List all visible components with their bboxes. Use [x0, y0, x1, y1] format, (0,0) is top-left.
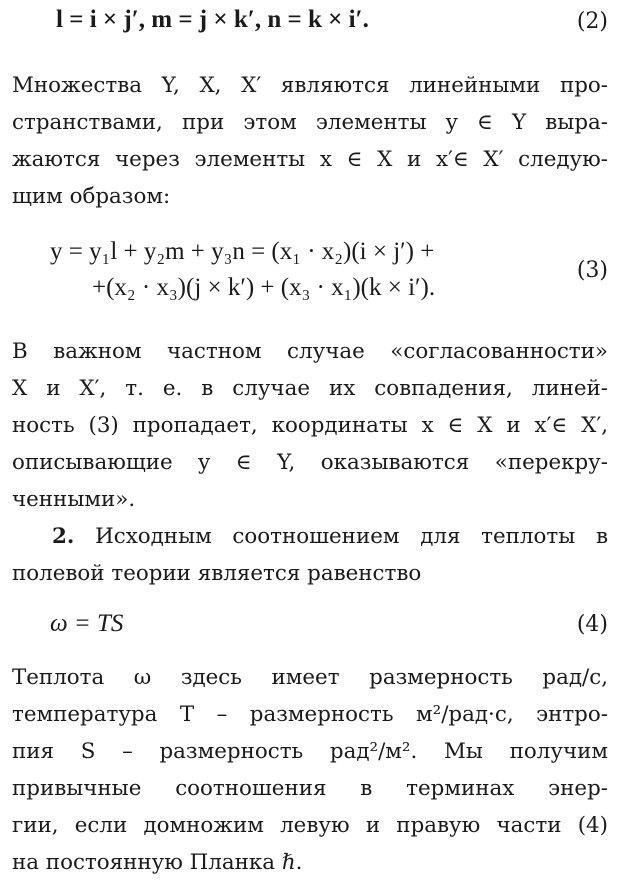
paragraph-1 [12, 67, 608, 215]
paragraph-1-line-3: жаются через элементы x ∈ X и x′∈ X′ следую- [12, 147, 608, 172]
paragraph-2-line-2: X и X′, т. е. в случае их совпадения, линей- [12, 376, 608, 401]
paragraph-1-line-4: щим образом: [12, 184, 171, 209]
equation-2-formula: l = i × j′, m = j × k′, n = k × i′. [56, 6, 369, 33]
paragraph-4-line-2: температура T – размерность м²/рад·с, энтро- [12, 702, 608, 727]
paragraph-3-line-1 [12, 518, 608, 555]
equation-3-line-2: +(x₂ · x₃)(j × k′) + (x₃ · x₁)(k × i′). [92, 274, 436, 301]
paragraph-3-line-2: полевой теории является равенство [12, 561, 422, 586]
paragraph-2-line-5: ченными». [12, 487, 136, 512]
equation-4-number: (4) [576, 612, 608, 637]
equation-3-line-1: y = y₁l + y₂m + y₃n = (x₁ · x₂)(i × j′) + [50, 238, 435, 265]
paragraph-4-line-6: на постоянную Планка ℏ. [12, 850, 303, 875]
paragraph-1-line-1: Множества Y, X, X′ являются линейными про- [12, 73, 608, 98]
paragraph-4-line-4: привычные соотношения в терминах энер- [12, 776, 608, 801]
equation-4-formula: ω = TS [50, 610, 124, 637]
paragraph-2-line-3: ность (3) пропадает, координаты x ∈ X и x′∈ X′, [12, 413, 608, 438]
paragraph-4-line-1: Теплота ω здесь имеет размерность рад/с, [12, 665, 608, 690]
paragraph-3 [12, 518, 608, 592]
paragraph-3-line-1-text: Исходным соотношением для теплоты в [95, 524, 608, 549]
equation-2-number: (2) [576, 9, 608, 34]
paragraph-2-line-4: описывающие y ∈ Y, оказываются «перекру- [12, 450, 608, 475]
equation-3 [50, 238, 608, 308]
paragraph-2-line-1: В важном частном случае «согласованности» [12, 339, 608, 364]
paragraph-4-line-5: гии, если домножим левую и правую части (4) [12, 813, 608, 838]
equation-2 [56, 6, 608, 40]
section-number: 2. [52, 524, 75, 549]
paragraph-4 [12, 659, 608, 881]
paragraph-2 [12, 333, 608, 518]
paragraph-4-line-3: пия S – размерность рад²/м². Мы получим [12, 739, 608, 764]
equation-3-number: (3) [576, 258, 608, 283]
paragraph-1-line-2: странствами, при этом элементы y ∈ Y выра- [12, 110, 608, 135]
equation-4 [50, 610, 608, 644]
